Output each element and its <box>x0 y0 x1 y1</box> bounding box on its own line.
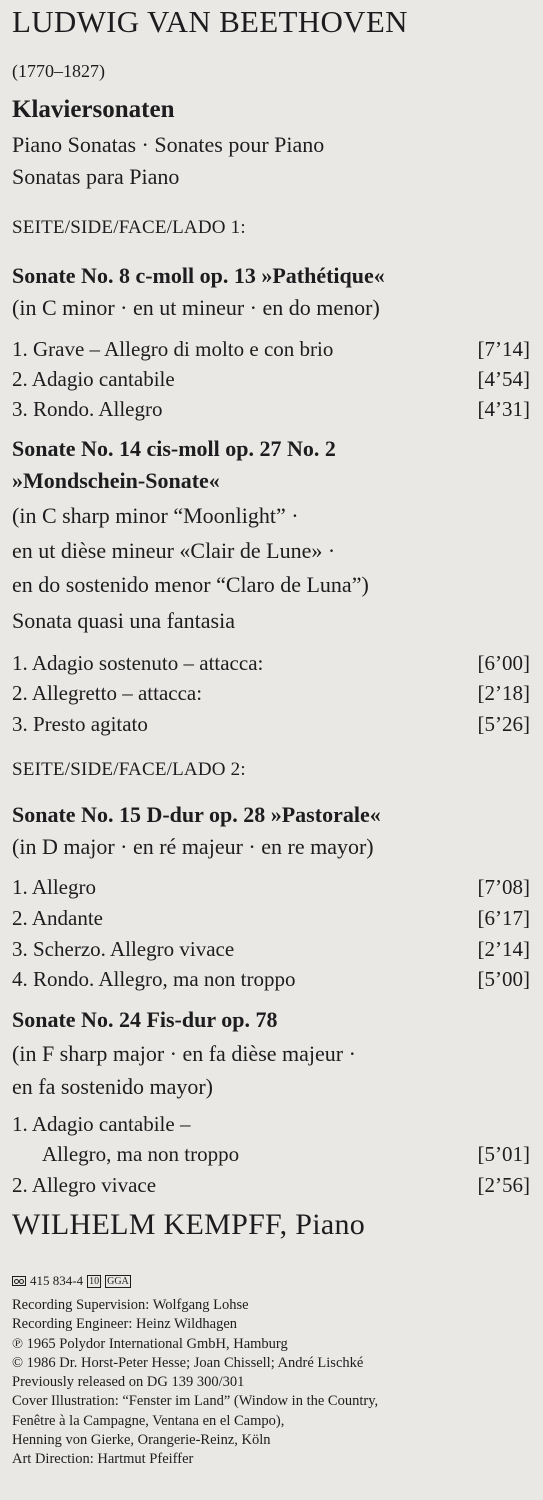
track-row <box>12 649 530 677</box>
track-title: 1. Adagio cantabile – <box>12 1112 191 1136</box>
catalog-digit-box: 10 <box>89 1275 100 1287</box>
credit-line: Previously released on DG 139 300/301 <box>12 1374 245 1391</box>
sonata-15-title: Sonate No. 15 D-dur op. 28 »Pastorale« <box>12 802 381 827</box>
track-title: 1. Adagio sostenuto – attacca: <box>12 651 264 675</box>
sonata-14-subtitle: Sonata quasi una fantasia <box>12 608 235 633</box>
track-title: 3. Rondo. Allegro <box>12 397 163 421</box>
credit-line: Recording Engineer: Heinz Wildhagen <box>12 1316 238 1333</box>
cassette-icon <box>12 1276 26 1286</box>
album-subtitle-2: Sonatas para Piano <box>12 164 180 189</box>
track-duration: [6’17] <box>477 906 530 930</box>
track-row <box>12 1110 530 1138</box>
track-row <box>12 679 530 707</box>
track-title: 3. Scherzo. Allegro vivace <box>12 937 235 961</box>
sonata-14-translation-1: (in C sharp minor “Moonlight” · <box>12 503 299 528</box>
track-title: 1. Allegro <box>12 875 96 899</box>
sonata-24-translation-2: en fa sostenido mayor) <box>12 1074 213 1099</box>
credits <box>12 1296 378 1470</box>
track-title: 2. Andante <box>12 906 103 930</box>
track-duration: [4’31] <box>477 397 530 421</box>
side-2-label: SEITE/SIDE/FACE/LADO 2: <box>12 759 246 780</box>
track-title: 2. Allegretto – attacca: <box>12 681 203 705</box>
track-row <box>12 395 530 423</box>
sonata-8-title: Sonate No. 8 c-moll op. 13 »Pathétique« <box>12 263 385 288</box>
credit-line: Art Direction: Hartmut Pfeiffer <box>12 1451 194 1468</box>
credit-line: Recording Supervision: Wolfgang Lohse <box>12 1297 249 1313</box>
track-row <box>12 965 530 993</box>
catalog-line <box>12 1273 131 1289</box>
catalog-code-box: GGA <box>107 1275 129 1287</box>
track-title: 2. Adagio cantabile <box>12 367 175 391</box>
track-duration: [5’01] <box>477 1142 530 1166</box>
sonata-14-nickname: »Mondschein-Sonate« <box>12 468 220 493</box>
sonata-8-translations: (in C minor · en ut mineur · en do menor) <box>12 295 380 320</box>
composer-dates: (1770–1827) <box>12 61 105 81</box>
credit-line: Henning von Gierke, Orangerie-Reinz, Köln <box>12 1432 271 1449</box>
sonata-14-translation-3: en do sostenido menor “Claro de Luna”) <box>12 572 369 597</box>
track-duration: [5’26] <box>477 712 530 736</box>
sonata-24-title: Sonate No. 24 Fis-dur op. 78 <box>12 1007 278 1032</box>
track-title: 3. Presto agitato <box>12 712 148 736</box>
track-title: 2. Allegro vivace <box>12 1173 157 1197</box>
track-duration: [2’18] <box>477 681 530 705</box>
track-title: Allegro, ma non troppo <box>42 1142 240 1166</box>
credit-line: © 1986 Dr. Horst-Peter Hesse; Joan Chissell; André Lischké <box>12 1354 364 1371</box>
track-duration: [7’08] <box>477 875 530 899</box>
credit-line: Cover Illustration: “Fenster im Land” (Window in the Country, <box>12 1393 379 1410</box>
track-row <box>12 873 530 901</box>
sonata-14-translation-2: en ut dièse mineur «Clair de Lune» · <box>12 538 336 563</box>
album-title: Klaviersonaten <box>12 96 175 123</box>
track-duration: [7’14] <box>477 337 530 361</box>
track-row <box>12 710 530 738</box>
track-row <box>12 1140 530 1168</box>
composer-name: LUDWIG VAN BEETHOVEN <box>12 4 408 39</box>
track-row <box>12 1171 530 1199</box>
track-row <box>12 904 530 932</box>
credit-line: ℗ 1965 Polydor International GmbH, Hamburg <box>12 1335 288 1352</box>
track-duration: [6’00] <box>477 651 530 675</box>
track-duration: [2’56] <box>477 1173 530 1197</box>
side-1-label: SEITE/SIDE/FACE/LADO 1: <box>12 217 246 238</box>
track-row <box>12 335 530 363</box>
credit-line: Fenêtre à la Campagne, Ventana en el Campo), <box>12 1412 285 1429</box>
track-title: 4. Rondo. Allegro, ma non troppo <box>12 967 296 991</box>
sonata-24-translation-1: (in F sharp major · en fa dièse majeur · <box>12 1041 356 1066</box>
track-row <box>12 935 530 963</box>
performer: WILHELM KEMPFF, Piano <box>12 1208 366 1241</box>
track-duration: [4’54] <box>477 367 530 391</box>
sonata-14-title: Sonate No. 14 cis-moll op. 27 No. 2 <box>12 436 336 461</box>
catalog-number: 415 834-4 <box>30 1273 84 1288</box>
track-duration: [2’14] <box>477 937 530 961</box>
sonata-15-translations: (in D major · en ré majeur · en re mayor) <box>12 834 374 859</box>
track-title: 1. Grave – Allegro di molto e con brio <box>12 337 334 361</box>
album-subtitle-1: Piano Sonatas · Sonates pour Piano <box>12 132 325 157</box>
track-duration: [5’00] <box>477 967 530 991</box>
track-row <box>12 365 530 393</box>
